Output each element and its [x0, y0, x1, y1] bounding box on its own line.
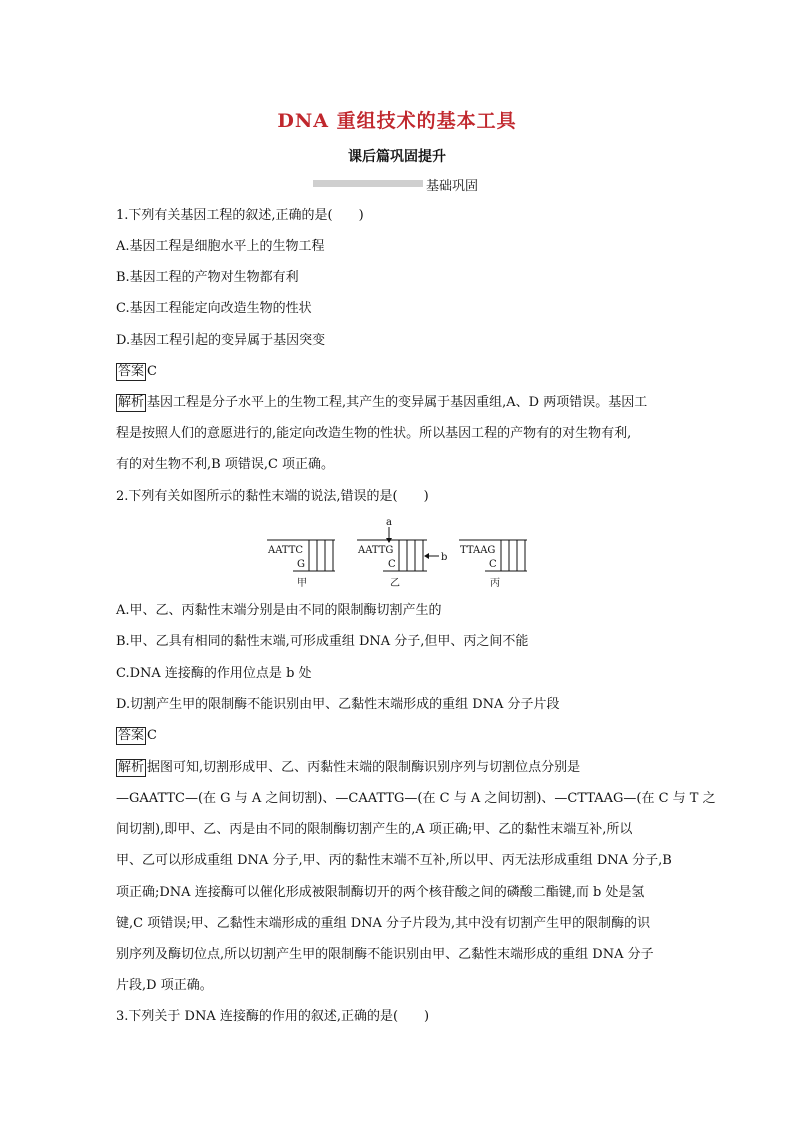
fragment-bing: [459, 540, 527, 589]
q1-analysis-label: 解析: [118, 395, 145, 410]
label-b: b: [441, 552, 448, 563]
section-label: 基础巩固: [426, 179, 479, 194]
q1-option-b: B.基因工程的产物对生物都有利: [116, 270, 299, 285]
bing-bottom-seq: C: [489, 559, 497, 570]
section-bar: [313, 180, 423, 187]
yi-label: 乙: [390, 578, 400, 589]
arrow-b-head: [424, 553, 429, 559]
q1-analysis-line-2: 程是按照人们的意愿进行的,能定向改造生物的性状。所以基因工程的产物有的对生物有利,: [116, 426, 632, 441]
yi-top-seq: AATTG: [358, 545, 394, 556]
q2-analysis-line-2: —GAATTC—(在 G 与 A 之间切割)、—CAATTG—(在 C 与 A 之间切割)、—CTTAAG—(在 C 与 T 之: [116, 791, 716, 806]
q1-stem: 1.下列有关基因工程的叙述,正确的是( ): [116, 208, 364, 223]
document-subtitle: 课后篇巩固提升: [348, 149, 446, 165]
q1-analysis-row: [116, 394, 647, 412]
q2-answer: C: [147, 728, 157, 743]
bing-label: 丙: [490, 578, 500, 589]
q2-analysis-row: [116, 759, 580, 777]
q2-analysis-line-5: 项正确;DNA 连接酶可以催化形成被限制酶切开的两个核苷酸之间的磷酸二酯键,而 b 处是氢: [116, 885, 645, 900]
q2-analysis-label: 解析: [118, 760, 145, 775]
q1-analysis-line-3: 有的对生物不利,B 项错误,C 项正确。: [116, 457, 335, 472]
fragment-yi: [357, 517, 447, 589]
q1-analysis-line-1: 基因工程是分子水平上的生物工程,其产生的变异属于基因重组,A、D 两项错误。基因工: [147, 395, 648, 410]
q1-option-c: C.基因工程能定向改造生物的性状: [116, 301, 312, 316]
q2-analysis-line-6: 键,C 项错误;甲、乙黏性末端形成的重组 DNA 分子片段为,其中没有切割产生甲的限制酶的识: [116, 916, 651, 931]
q2-analysis-line-7: 别序列及酶切位点,所以切割产生甲的限制酶不能识别由甲、乙黏性末端形成的重组 DNA 分子: [116, 947, 654, 962]
q1-answer-label: 答案: [118, 364, 145, 379]
fragment-jia: [267, 540, 335, 589]
yi-bottom-seq: C: [388, 559, 396, 570]
q2-analysis-line-4: 甲、乙可以形成重组 DNA 分子,甲、丙的黏性末端不互补,所以甲、丙无法形成重组 DNA 分子,B: [116, 853, 672, 868]
bing-top-seq: TTAAG: [460, 545, 496, 556]
q2-analysis-line-8: 片段,D 项正确。: [116, 978, 213, 993]
q2-analysis-line-1: 据图可知,切割形成甲、乙、丙黏性末端的限制酶识别序列与切割位点分别是: [147, 760, 581, 775]
sticky-ends-diagram: [255, 516, 545, 592]
q3-stem: 3.下列关于 DNA 连接酶的作用的叙述,正确的是( ): [116, 1009, 430, 1024]
q2-answer-row: [116, 727, 157, 745]
label-a: a: [386, 517, 392, 528]
q2-option-c: C.DNA 连接酶的作用位点是 b 处: [116, 666, 312, 681]
document-title: DNA 重组技术的基本工具: [277, 110, 517, 132]
q1-option-a: A.基因工程是细胞水平上的生物工程: [116, 239, 325, 254]
q1-option-d: D.基因工程引起的变异属于基因突变: [116, 333, 326, 348]
q2-answer-label: 答案: [118, 728, 145, 743]
q1-answer: C: [147, 364, 157, 379]
q1-answer-row: [116, 363, 157, 381]
jia-bottom-seq: G: [297, 559, 305, 570]
q2-option-d: D.切割产生甲的限制酶不能识别由甲、乙黏性末端形成的重组 DNA 分子片段: [116, 697, 560, 712]
jia-label: 甲: [297, 578, 307, 589]
q2-stem: 2.下列有关如图所示的黏性末端的说法,错误的是( ): [116, 489, 429, 504]
q2-analysis-line-3: 间切割),即甲、乙、丙是由不同的限制酶切割产生的,A 项正确;甲、乙的黏性末端互补,所以: [116, 822, 633, 837]
sticky-ends-figure: [255, 516, 545, 592]
q2-option-b: B.甲、乙具有相同的黏性末端,可形成重组 DNA 分子,但甲、丙之间不能: [116, 634, 529, 649]
q2-option-a: A.甲、乙、丙黏性末端分别是由不同的限制酶切割产生的: [116, 603, 442, 618]
jia-top-seq: AATTC: [268, 545, 304, 556]
